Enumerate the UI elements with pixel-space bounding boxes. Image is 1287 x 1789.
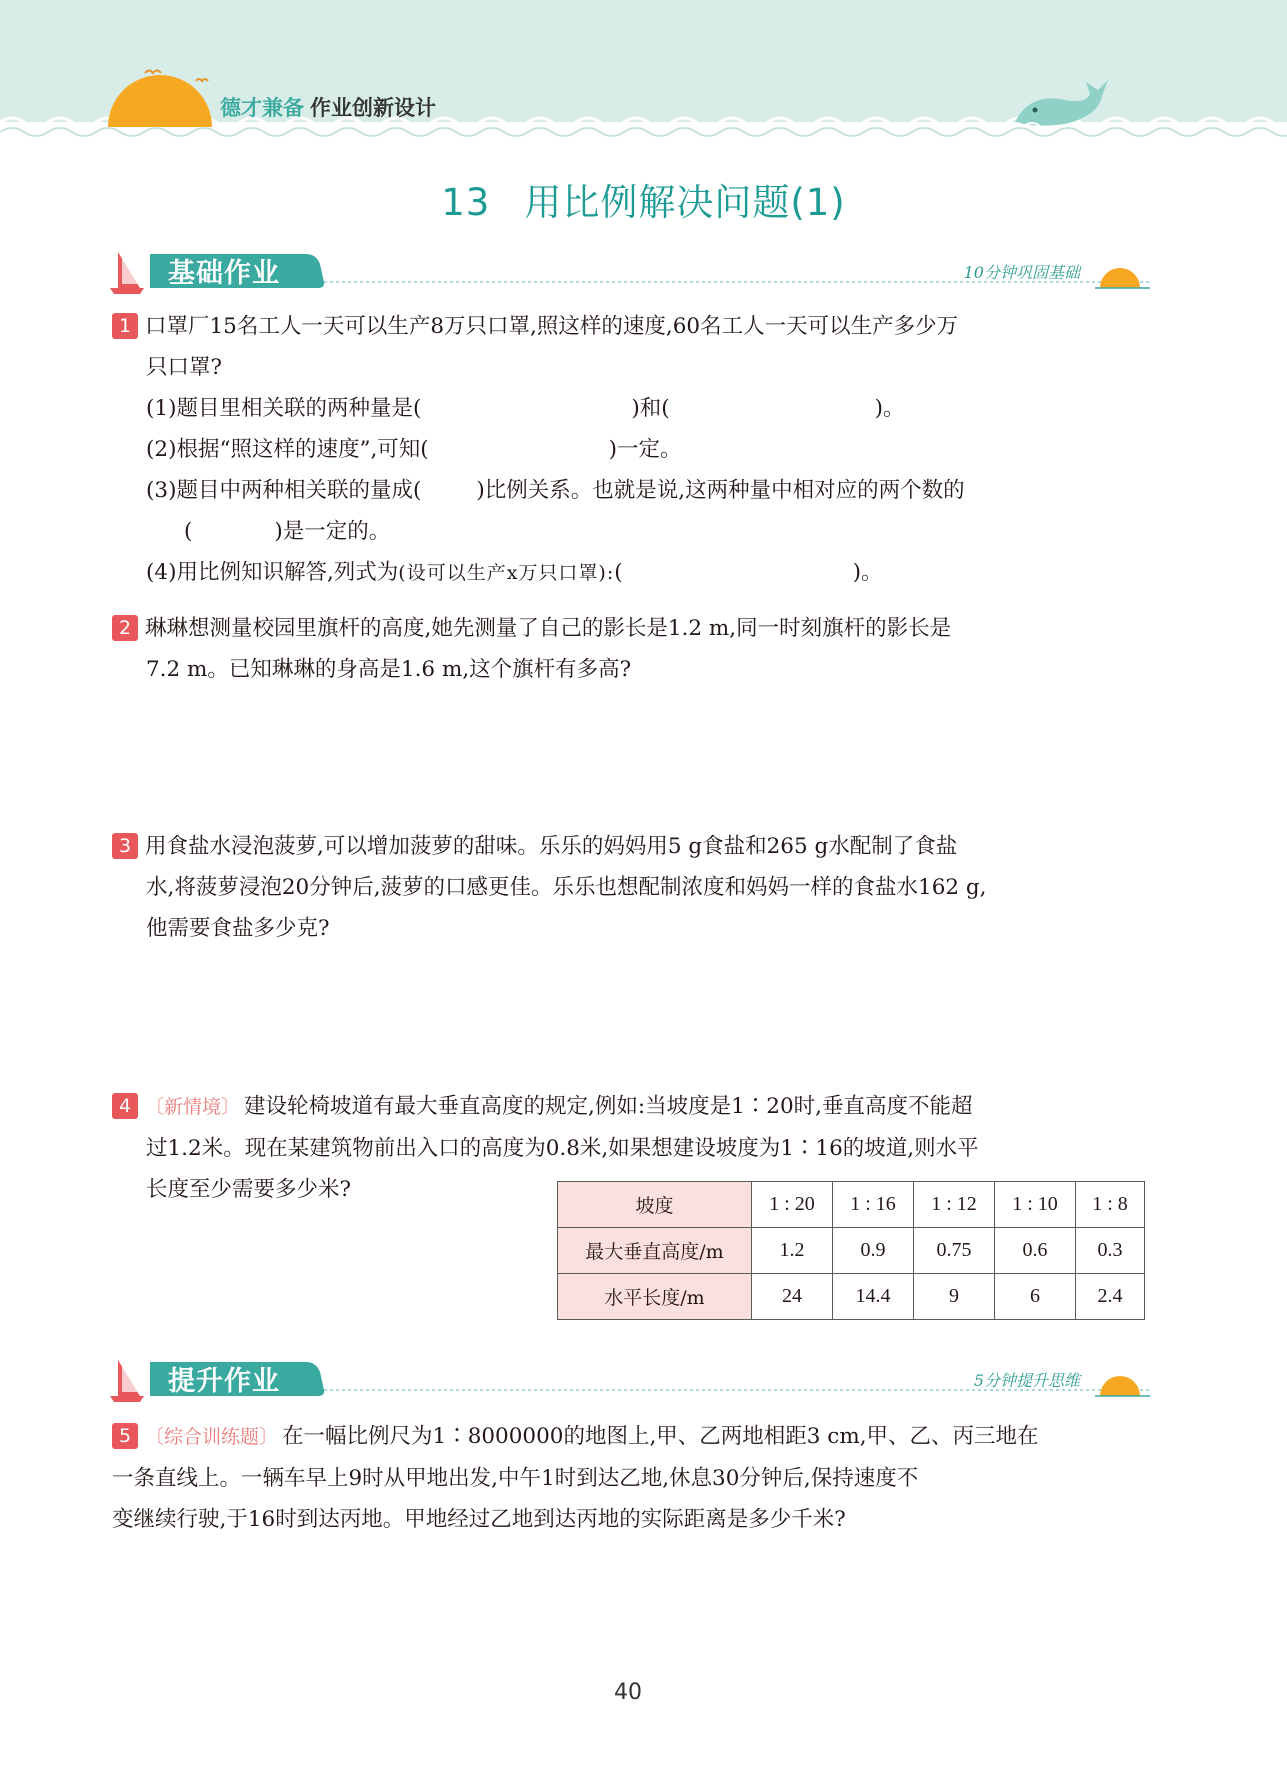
table-row xyxy=(558,1274,1145,1320)
table-cell: 1.2 xyxy=(752,1228,833,1274)
section-advanced-note: 5分钟提升思维 xyxy=(973,1371,1080,1390)
table-cell: 9 xyxy=(914,1274,995,1320)
q5-line2: 一条直线上。一辆车早上9时从甲地出发,中午1时到达乙地,休息30分钟后,保持速度不 xyxy=(112,1466,919,1491)
q4-line2: 过1.2米。现在某建筑物前出入口的高度为0.8米,如果想建设坡度为1∶16的坡道,则水平 xyxy=(146,1136,979,1161)
q1-sub1: (1)题目里相关联的两种量是( )和( )。 xyxy=(146,396,905,421)
table-row xyxy=(558,1228,1145,1274)
table-cell: 6 xyxy=(995,1274,1076,1320)
question-number: 4 xyxy=(112,1093,138,1119)
question-tag: 〔综合训练题〕 xyxy=(145,1426,279,1448)
brand-part2: 作业创新设计 xyxy=(310,96,436,120)
q2-line1: 琳琳想测量校园里旗杆的高度,她先测量了自己的影长是1.2 m,同一时刻旗杆的影长是 xyxy=(145,616,952,641)
q3-line3: 他需要食盐多少克? xyxy=(146,916,330,941)
table-cell: 1 : 16 xyxy=(833,1182,914,1228)
section-advanced-bar xyxy=(110,1354,1150,1402)
question-5 xyxy=(112,1416,1147,1540)
question-number: 3 xyxy=(112,833,138,859)
table-cell: 0.9 xyxy=(833,1228,914,1274)
q1-sub2: (2)根据“照这样的速度”,可知( )一定。 xyxy=(146,437,682,462)
page-title xyxy=(0,172,1287,226)
table-cell: 1 : 12 xyxy=(914,1182,995,1228)
q1-sub3-cont: ( )是一定的。 xyxy=(184,519,391,544)
row-header: 最大垂直高度/m xyxy=(558,1228,752,1274)
table-cell: 2.4 xyxy=(1076,1274,1145,1320)
q4-line3: 长度至少需要多少米? xyxy=(146,1177,352,1202)
table-cell: 0.6 xyxy=(995,1228,1076,1274)
q3-line1: 用食盐水浸泡菠萝,可以增加菠萝的甜味。乐乐的妈妈用5 g食盐和265 g水配制了食盐 xyxy=(145,834,958,859)
lesson-title: 用比例解决问题(1) xyxy=(524,181,846,224)
table-cell: 0.75 xyxy=(914,1228,995,1274)
lesson-number: 13 xyxy=(441,181,491,224)
q3-line2: 水,将菠萝浸泡20分钟后,菠萝的口感更佳。乐乐也想配制浓度和妈妈一样的食盐水162 g, xyxy=(146,875,987,900)
whale-icon xyxy=(1010,72,1120,132)
question-1 xyxy=(112,306,1147,594)
section-basic-bar xyxy=(110,246,1150,294)
table-cell: 1 : 20 xyxy=(752,1182,833,1228)
q5-line3: 变继续行驶,于16时到达丙地。甲地经过乙地到达丙地的实际距离是多少千米? xyxy=(112,1507,846,1532)
q1-line1: 口罩厂15名工人一天可以生产8万只口罩,照这样的速度,60名工人一天可以生产多少万 xyxy=(145,314,959,339)
q2-line2: 7.2 m。已知琳琳的身高是1.6 m,这个旗杆有多高? xyxy=(146,657,632,682)
brand-title xyxy=(220,92,436,122)
slope-table xyxy=(557,1181,1145,1320)
page-number xyxy=(600,1672,660,1722)
question-number: 5 xyxy=(112,1423,138,1449)
table-cell: 14.4 xyxy=(833,1274,914,1320)
section-basic-note: 10分钟巩固基础 xyxy=(963,263,1080,282)
page-header xyxy=(0,0,1287,150)
q1-sub3: (3)题目中两种相关联的量成( )比例关系。也就是说,这两种量中相对应的两个数的 xyxy=(146,478,965,503)
sun-icon xyxy=(100,55,220,135)
page-number-text: 40 xyxy=(614,1680,642,1705)
q4-line1: 建设轮椅坡道有最大垂直高度的规定,例如:当坡度是1∶20时,垂直高度不能超 xyxy=(244,1094,973,1119)
question-3 xyxy=(112,826,1147,949)
q5-line1: 在一幅比例尺为1∶8000000的地图上,甲、乙两地相距3 cm,甲、乙、丙三地在 xyxy=(282,1424,1039,1449)
section-advanced-label: 提升作业 xyxy=(168,1366,280,1397)
q1-sub4: (4)用比例知识解答,列式为(设可以生产x万只口罩):( )。 xyxy=(146,560,883,585)
question-number: 1 xyxy=(112,313,138,339)
brand-part1: 德才兼备 xyxy=(220,96,304,120)
row-header: 水平长度/m xyxy=(558,1274,752,1320)
q1-line2: 只口罩? xyxy=(146,355,223,380)
table-cell: 1 : 10 xyxy=(995,1182,1076,1228)
table-cell: 0.3 xyxy=(1076,1228,1145,1274)
question-tag: 〔新情境〕 xyxy=(145,1096,241,1118)
question-2 xyxy=(112,608,1147,690)
table-cell: 1 : 8 xyxy=(1076,1182,1145,1228)
table-row xyxy=(558,1182,1145,1228)
table-cell: 24 xyxy=(752,1274,833,1320)
question-number: 2 xyxy=(112,615,138,641)
row-header: 坡度 xyxy=(558,1182,752,1228)
section-basic-label: 基础作业 xyxy=(168,258,280,289)
